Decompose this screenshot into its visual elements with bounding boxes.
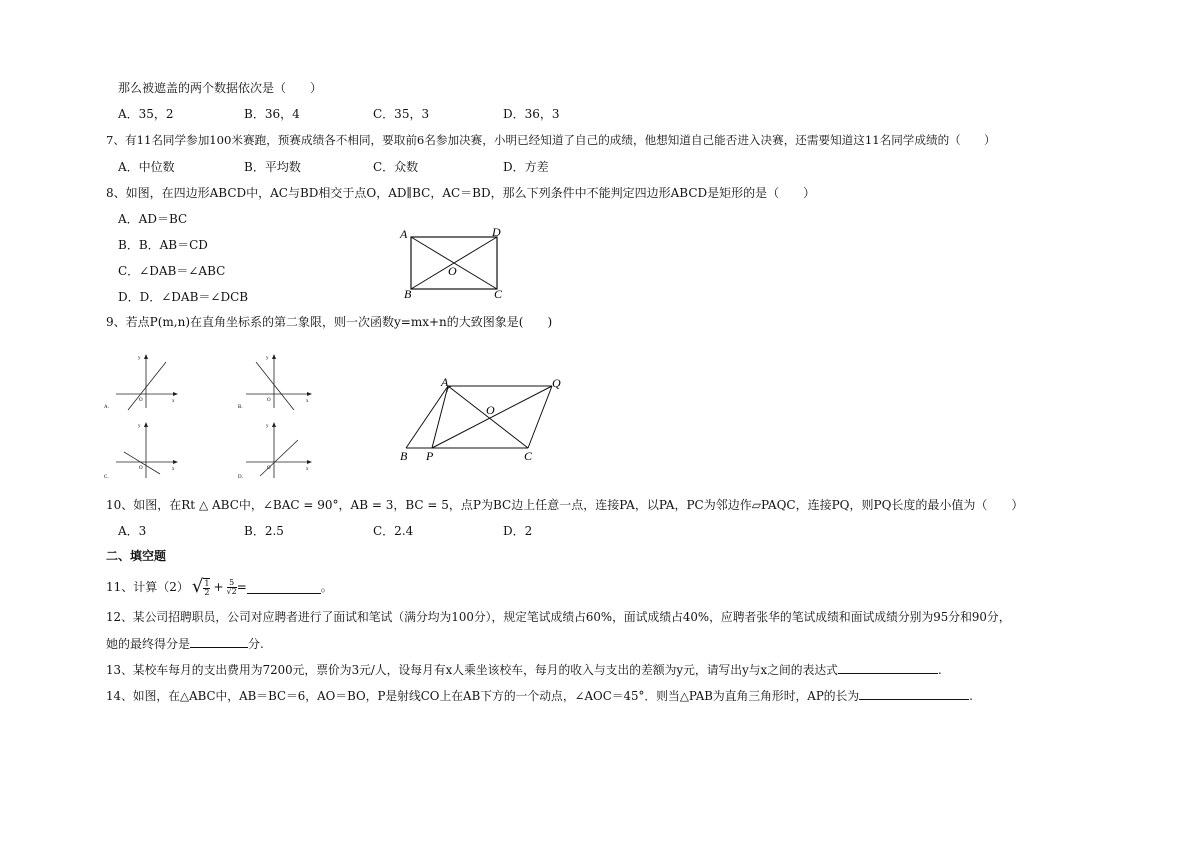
q9-a-x-label: x: [172, 399, 175, 404]
q13-end: .: [937, 663, 942, 677]
q9-d-x-label: x: [306, 467, 309, 472]
q10-option-d: D．2: [503, 524, 533, 538]
q14-end: .: [969, 689, 973, 703]
q7-option-d: D．方差: [503, 160, 549, 174]
q8-option-c: C．∠DAB＝∠ABC: [118, 264, 226, 278]
q9-b-x-label: x: [306, 399, 309, 404]
q11-line: [106, 576, 333, 598]
q6-option-b: B．36，4: [244, 107, 300, 121]
q9-b-origin-label: O: [267, 398, 271, 403]
q7-text: 7、有11名同学参加100米赛跑，预赛成绩各不相同，要取前6名参加决赛，小明已经知道了自己的成绩，他想知道自己能否进入决赛，还需要知道这11名同学成绩的（ ）: [106, 133, 996, 147]
q12-unit: 分.: [248, 637, 264, 651]
q13-line: [106, 661, 942, 678]
q11-plus: +: [213, 580, 224, 594]
q8-label-c: C: [494, 287, 503, 301]
q6-option-a: A．35，2: [118, 107, 174, 121]
sqrt-icon: √: [191, 576, 204, 597]
q9-a-label: A.: [104, 405, 109, 410]
q10-option-b: B．2.5: [244, 524, 284, 538]
q14-text: 14、如图，在△ABC中，AB＝BC＝6，AO＝BO，P是射线CO上在AB下方的一个动点，∠AOC＝45°．则当△PAB为直角三角形时，AP的长为: [106, 689, 860, 703]
q9-b-label: B.: [238, 405, 243, 410]
q12-text-line1: 12、某公司招聘职员，公司对应聘者进行了面试和笔试（满分均为100分），规定笔试成绩占60%，面试成绩占40%，应聘者张华的笔试成绩和面试成绩分别为95分和90分，: [106, 610, 1011, 624]
q10-label-a: A: [441, 375, 449, 389]
q13-answer-blank[interactable]: [838, 661, 938, 674]
q13-text: 13、某校车每月的支出费用为7200元，票价为3元/人，设每月有x人乘坐该校车，每月的收入与支出的差额为y元，请写出y与x之间的表达式: [106, 663, 838, 677]
q9-graph-d: [236, 418, 316, 482]
q11-fraction-2-den: √2: [226, 586, 237, 596]
q7-option-c: C．众数: [373, 160, 419, 174]
q11-fraction-1-num: 1: [204, 578, 210, 588]
q9-d-origin-label: O: [267, 466, 271, 471]
q9-text: 9、若点P(m,n)在直角坐标系的第二象限，则一次函数y=mx+n的大致图象是( ): [106, 315, 553, 329]
q8-rectangle-figure: [398, 225, 510, 301]
q10-parallelogram-figure: [396, 374, 576, 466]
q9-c-origin-label: O: [139, 466, 143, 471]
q6-option-c: C．35，3: [373, 107, 430, 121]
q9-graph-c: [102, 418, 182, 482]
q8-label-b: B: [404, 287, 412, 301]
q8-option-b: B．B．AB＝CD: [118, 238, 208, 252]
q10-option-a: A．3: [118, 524, 147, 538]
q8-label-d: D: [492, 225, 501, 239]
q9-a-y-label: y: [138, 356, 141, 361]
q6-option-d: D．36，3: [503, 107, 560, 121]
q10-label-c: C: [524, 449, 533, 463]
q9-graph-b: [236, 350, 316, 414]
q10-label-p: P: [426, 449, 434, 463]
q6-text: 那么被遮盖的两个数据依次是（ ）: [118, 81, 323, 95]
q11-fraction-2: [227, 579, 237, 596]
q11-sqrt: [192, 578, 211, 597]
q10-option-c: C．2.4: [373, 524, 414, 538]
q14-answer-blank[interactable]: [859, 687, 969, 700]
q10-label-o: O: [486, 403, 495, 417]
q9-d-label: D.: [238, 475, 243, 480]
q9-graph-a: [102, 350, 182, 414]
q11-fraction-1-den: 2: [204, 587, 210, 597]
q8-text: 8、如图，在四边形ABCD中，AC与BD相交于点O，AD∥BC，AC＝BD，那么下列条件中不能判定四边形ABCD是矩形的是（ ）: [106, 186, 816, 200]
q14-line: [106, 687, 973, 704]
q10-label-b: B: [400, 449, 408, 463]
q11-end: 。: [320, 580, 333, 594]
q11-prefix: 11、计算（2）: [106, 580, 189, 594]
q11-fraction-2-num: 5: [227, 579, 237, 588]
q9-c-x-label: x: [172, 467, 175, 472]
q9-d-y-label: y: [266, 424, 269, 429]
q11-equals: =: [236, 580, 247, 594]
q12-line2: [106, 635, 264, 652]
q12-text-line2: 她的最终得分是: [106, 637, 191, 651]
q12-answer-blank[interactable]: [190, 635, 248, 648]
q9-a-origin-label: O: [139, 398, 143, 403]
q11-answer-blank[interactable]: [247, 581, 321, 594]
section-fill-in-blanks-heading: 二、填空题: [106, 549, 167, 563]
q8-option-d: D．D．∠DAB＝∠DCB: [118, 290, 249, 304]
q7-option-b: B．平均数: [244, 160, 301, 174]
q10-text: 10、如图，在Rt △ ABC中，∠BAC = 90°，AB = 3，BC = 5，点P为BC边上任意一点，连接PA，以PA，PC为邻边作▱PAQC，连接PQ，则PQ长度的最小值为（ ）: [106, 498, 1024, 512]
q8-label-a: A: [400, 227, 408, 241]
q10-label-q: Q: [552, 376, 561, 390]
q8-label-o: O: [448, 264, 457, 278]
q11-fraction-1: [203, 578, 210, 597]
q9-b-y-label: y: [266, 356, 269, 361]
q8-option-a: A．AD＝BC: [118, 212, 188, 226]
q9-c-label: C.: [104, 475, 109, 480]
q9-c-y-label: y: [138, 424, 141, 429]
q7-option-a: A．中位数: [118, 160, 175, 174]
